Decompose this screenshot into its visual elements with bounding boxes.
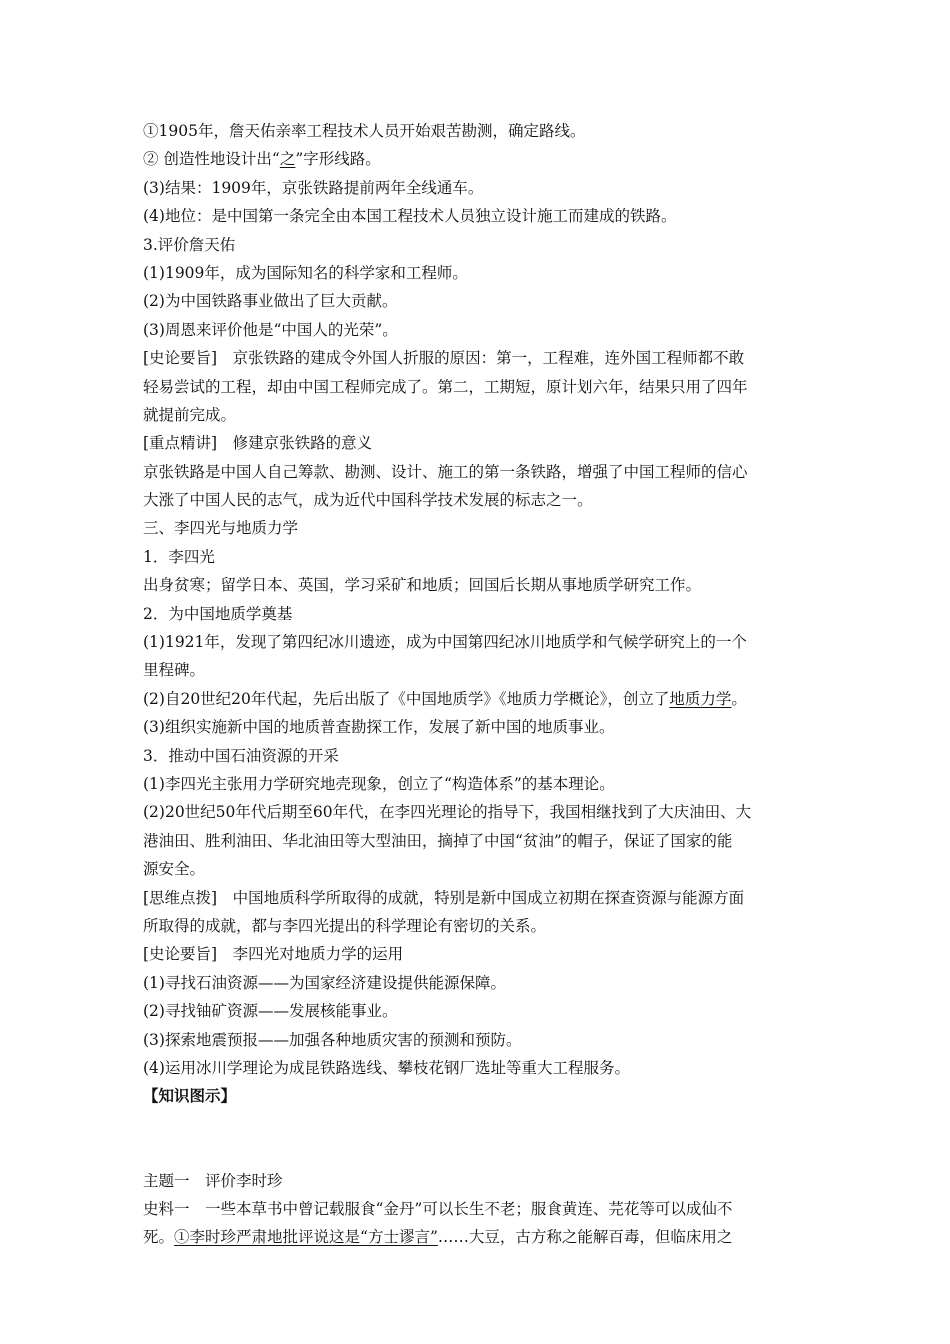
text-line: 史料一 一些本草书中曾记载服食“金丹”可以长生不老；服食黄连、芫花等可以成仙不 [143, 1200, 733, 1219]
text-line: [重点精讲] 修建京张铁路的意义 [143, 434, 373, 453]
section-heading: 主题一 评价李时珍 [143, 1171, 283, 1190]
text-line: (3)组织实施新中国的地质普查勘探工作，发展了新中国的地质事业。 [143, 718, 615, 737]
text-line: [思维点拨] 中国地质科学所取得的成就，特别是新中国成立初期在探查资源与能源方面 [143, 888, 745, 907]
text-line: 出身贫寒；留学日本、英国，学习采矿和地质；回国后长期从事地质学研究工作。 [143, 576, 702, 595]
section-heading: 2．为中国地质学奠基 [143, 604, 293, 623]
text-line: 京张铁路是中国人自己筹款、勘测、设计、施工的第一条铁路，增强了中国工程师的信心 [143, 462, 748, 481]
text-line: 所取得的成就，都与李四光提出的科学理论有密切的关系。 [143, 916, 547, 935]
text-span: ”字形线路。 [295, 150, 381, 169]
text-line: (3)结果：1909年，京张铁路提前两年全线通车。 [143, 178, 484, 197]
text-line: 就提前完成。 [143, 405, 237, 424]
document-body [143, 117, 823, 1252]
section-heading: 【知识图示】 [143, 1086, 237, 1106]
text-line: 源安全。 [143, 860, 206, 879]
text-line: (1)李四光主张用力学研究地壳现象，创立了“构造体系”的基本理论。 [143, 774, 615, 793]
text-line: (2)为中国铁路事业做出了巨大贡献。 [143, 292, 398, 311]
text-line [143, 1223, 823, 1251]
text-line: (4)地位：是中国第一条完全由本国工程技术人员独立设计施工而建成的铁路。 [143, 207, 677, 226]
text-span: 。 [731, 689, 747, 708]
underlined-text: ①李时珍严肃地批评说这是“方士谬言” [174, 1228, 438, 1247]
text-line: [史论要旨] 李四光对地质力学的运用 [143, 945, 404, 964]
section-heading: 3.评价詹天佑 [143, 235, 236, 254]
text-line: 里程碑。 [143, 661, 206, 680]
text-line: (2)20世纪50年代后期至60年代，在李四光理论的指导下，我国相继找到了大庆油田、大 [143, 803, 752, 822]
text-line [143, 145, 823, 173]
spacer [143, 1111, 823, 1167]
text-span: (2)自20世纪20年代起，先后出版了《中国地质学》《地质力学概论》，创立了 [143, 689, 670, 708]
underlined-text: 之 [279, 150, 296, 169]
text-line: (1)寻找石油资源——为国家经济建设提供能源保障。 [143, 973, 506, 992]
text-line: 港油田、胜利油田、华北油田等大型油田，摘掉了中国“贫油”的帽子，保证了国家的能 [143, 831, 733, 850]
text-line: [史论要旨] 京张铁路的建成令外国人折服的原因：第一，工程难，连外国工程师都不敢 [143, 349, 745, 368]
section-heading: 1．李四光 [143, 547, 215, 566]
section-heading: 3．推动中国石油资源的开采 [143, 746, 339, 765]
underlined-text: 地质力学 [669, 689, 732, 708]
text-line: (1)1921年，发现了第四纪冰川遗迹，成为中国第四纪冰川地质学和气候学研究上的一个 [143, 633, 747, 652]
text-line: (3)探索地震预报——加强各种地质灾害的预测和预防。 [143, 1030, 522, 1049]
text-line [143, 685, 823, 713]
text-span: ② 创造性地设计出“ [143, 150, 280, 169]
text-line: (2)寻找铀矿资源——发展核能事业。 [143, 1002, 398, 1021]
text-line: 轻易尝试的工程，却由中国工程师完成了。第二，工期短，原计划六年，结果只用了四年 [143, 377, 748, 396]
text-line: ①1905年，詹天佑亲率工程技术人员开始艰苦勘测，确定路线。 [143, 122, 586, 140]
section-heading: 三、李四光与地质力学 [143, 519, 299, 538]
text-line: (3)周恩来评价他是“中国人的光荣”。 [143, 320, 398, 339]
text-line: (1)1909年，成为国际知名的科学家和工程师。 [143, 263, 468, 282]
text-line: 大涨了中国人民的志气，成为近代中国科学技术发展的标志之一。 [143, 491, 593, 510]
text-line: (4)运用冰川学理论为成昆铁路选线、攀枝花钢厂选址等重大工程服务。 [143, 1058, 630, 1077]
text-span: 死。 [143, 1228, 175, 1247]
text-span: ……大豆，古方称之能解百毒，但临床用之 [437, 1228, 733, 1247]
